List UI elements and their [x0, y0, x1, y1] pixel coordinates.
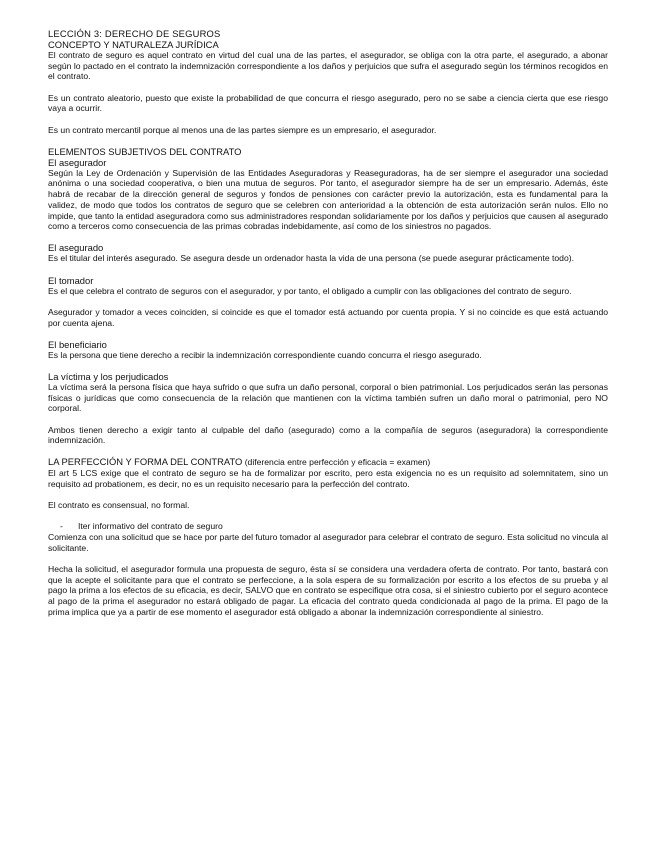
intro-paragraph-3: Es un contrato mercantil porque al menos una de las partes siempre es un empresario, el asegurador.	[48, 124, 437, 135]
perfeccion-text: El art 5 LCS exige que el contrato de seguro se ha de formalizar por escrito, pero esta exigencia no es un requisito ad solemnitatem, sino un requisito ad probationem, es decir, no es un requisito necesario para la perfección del contrato.	[48, 468, 608, 489]
asegurador-title: El asegurador	[48, 156, 107, 168]
iter-bullet-label: Iter informativo del contrato de seguro	[78, 521, 223, 532]
victima-title: La víctima y los perjudicados	[48, 370, 169, 382]
perfeccion-text-2: El contrato es consensual, no formal.	[48, 500, 190, 511]
victima-text-2: Ambos tienen derecho a exigir tanto al culpable del daño (asegurado) como a la compañía de seguros (aseguradora) la correspondiente indemnización.	[48, 424, 608, 446]
tomador-text-2: Asegurador y tomador a veces coinciden, si coincide es que el tomador está actuando por cuenta propia. Y si no coincide es que está actuando por cuenta ajena.	[48, 306, 608, 328]
intro-paragraph-2: Es un contrato aleatorio, puesto que existe la probabilidad de que concurra el riesgo asegurado, pero no se sabe a ciencia cierta que ese riesgo vaya a ocurrir.	[48, 92, 608, 114]
perfeccion-heading: LA PERFECCIÓN Y FORMA DEL CONTRATO	[48, 456, 243, 468]
beneficiario-title: El beneficiario	[48, 338, 107, 350]
bullet-dash: -	[60, 521, 63, 532]
tomador-text: Es el que celebra el contrato de seguros con el asegurador, y por tanto, el obligado a cumplir con las obligaciones del contrato de seguro.	[48, 285, 572, 296]
lesson-title: LECCIÓN 3: DERECHO DE SEGUROS	[48, 28, 221, 39]
iter-bullet	[48, 521, 608, 532]
perfeccion-heading-line	[48, 456, 608, 468]
victima-text: La víctima será la persona física que haya sufrido o que sufra un daño personal, corporal o bien patrimonial. Los perjudicados serán las personas físicas o jurídicas que como consecuencia de la relación que mantienen con la víctima también sufren un daño moral o patrimonial, pero NO corporal.	[48, 381, 608, 414]
beneficiario-text: Es la persona que tiene derecho a recibir la indemnización correspondiente cuando concurra el riesgo asegurado.	[48, 349, 482, 360]
intro-paragraph-1: El contrato de seguro es aquel contrato en virtud del cual una de las partes, el asegurador, se obliga con la otra parte, el asegurado, a abonar según lo pactado en el contrato la indemnización correspondiente a los daños y perjuicios que sufra el asegurado según los términos recogidos en el contrato.	[48, 50, 608, 82]
tomador-title: El tomador	[48, 274, 94, 286]
iter-text-2: Hecha la solicitud, el asegurador formula una propuesta de seguro, ésta sí se considera una verdadera oferta de contrato. Por tanto, bastará con que la acepte el solicitante para que el contrato se perfeccione, a la sola espera de su formalización por escrito a los efectos de su prueba y al pago la prima a los efectos de su eficacia, es decir, SALVO que en contrato se especifique otra cosa, si el siniestro cubierto por el seguro acontece al pago de la prima el asegurador no estará obligado de pagar. La eficacia del contrato queda condicionada al pago de la prima. El pago de la prima implica que ya a partir de ese momento el asegurador está obligado a abonar la indemnización correspondiente al siniestro.	[48, 563, 608, 617]
iter-text: Comienza con una solicitud que se hace por parte del futuro tomador al asegurador para celebrar el contrato de seguro. Esta solicitud no vincula al solicitante.	[48, 531, 608, 553]
asegurado-title: El asegurado	[48, 242, 104, 254]
asegurado-text: Es el titular del interés asegurado. Se asegura desde un ordenador hasta la vida de una persona (se puede asegurar prácticamente todo).	[48, 253, 574, 264]
document-page	[48, 28, 608, 617]
perfeccion-heading-note: (diferencia entre perfección y eficacia = examen)	[242, 457, 431, 468]
section-subtitle: CONCEPTO Y NATURALEZA JURÍDICA	[48, 39, 219, 50]
asegurador-text: Según la Ley de Ordenación y Supervisión de las Entidades Aseguradoras y Reaseguradoras, ha de ser siempre el asegurador una sociedad anónima o una sociedad cooperativa, o bien una mutua de seguros. Por tanto, el asegurador siempre ha de ser un empresario. Además, éste habrá de recabar de la dirección general de seguros y fondos de pensiones con carácter previo la autorización, esta es fundamental para la validez, de modo que todos los contratos de seguro que se celebren con anterioridad a la obtención de esta autorización serán nulos. Ello no impide, que tanto la entidad aseguradora como sus administradores respondan solidariamente por los daños y perjuicios que causen al asegurado como a terceros como consecuencia de las primas cobradas indebidamente, así como de los siniestros no pagados.	[48, 167, 608, 232]
elementos-heading: ELEMENTOS SUBJETIVOS DEL CONTRATO	[48, 145, 242, 157]
